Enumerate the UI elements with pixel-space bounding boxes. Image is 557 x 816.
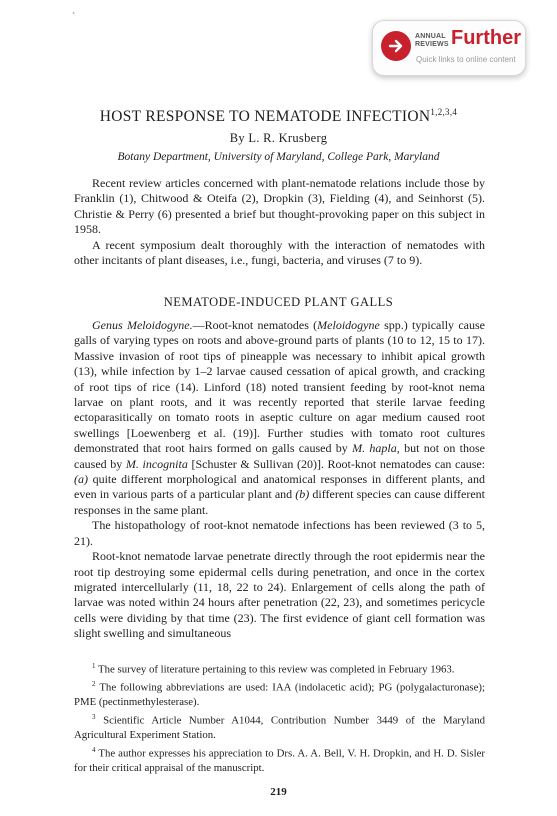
page-number: 219 <box>270 786 287 798</box>
footnote-mark: 3 <box>92 712 96 721</box>
annual-reviews-wordmark <box>415 33 449 49</box>
list-marker: (b) <box>295 487 310 502</box>
footnote-mark: 2 <box>92 680 96 689</box>
title-footnote-marks: 1,2,3,4 <box>430 107 458 117</box>
article-author: By L. R. Krusberg <box>229 131 328 145</box>
footnote <box>74 710 485 743</box>
footnotes <box>74 659 485 776</box>
article-title-text: HOST RESPONSE TO NEMATODE INFECTION <box>99 108 431 126</box>
section-paragraph-1 <box>74 318 485 518</box>
footnote <box>74 659 485 677</box>
section-paragraph-3: Root-knot nematode larvae penetrate directly through the root epidermis near the root tip destroying some epidermal cells during penetration, and once in the cortex migrated intercellularly (11, 18, 22 to 24). Enlargement of cells along the path of larvae was noted within 24 hours after penetration (22, 23), and sometimes pericycle cells were dividing by that time (23). The first evidence of giant cell formation was slight swelling and simultaneous <box>74 549 485 641</box>
species-name: M. hapla <box>352 441 397 456</box>
annual-reviews-logo-icon <box>381 31 411 61</box>
text-run: , but not on those caused by <box>74 441 486 471</box>
genus-name: Meloidogyne <box>317 318 380 332</box>
intro-paragraph-2: A recent symposium dealt thoroughly with the interaction of nematodes with other incitants of plant diseases, i.e., fungi, bacteria, and viruses (7 to 9). <box>74 237 485 268</box>
footnote-text: Scientific Article Number A1044, Contribution Number 3449 of the Maryland Agricultural Experiment Station. <box>74 714 485 742</box>
author-affiliation: Botany Department, University of Maryland, College Park, Maryland <box>117 151 440 163</box>
badge-line1: ANNUAL <box>415 33 446 40</box>
badge-title: Further <box>451 27 521 49</box>
footnote-text: The survey of literature pertaining to this review was completed in February 1963. <box>98 663 455 676</box>
section-heading: NEMATODE-INDUCED PLANT GALLS <box>163 295 394 309</box>
text-run: spp.) typically cause galls of varying types on roots and above-ground parts of plants (10 to 12, 15 to 17). Massive invasion of root tips of pineapple was necessary to inhibit apical growth (13), while infection by 1–2 larvae caused cessation of apical growth, and cracking of root tips of rice (14). Linford (18) noted transient feeding by root-knot nema larvae on plant roots, and it was recently reported that sterile larvae feeding ectoparasitically on tomato roots in aseptic culture on agar medium caused root swellings [Loewenberg et al. (19)]. Further studies with tomato root cultures demonstrated that root hairs formed on galls caused by <box>74 318 485 456</box>
footnote-text: The author expresses his appreciation to Drs. A. A. Bell, V. H. Dropkin, and H. D. Sisler for their critical appraisal of the manuscript. <box>74 747 485 774</box>
footnote <box>74 743 485 776</box>
list-marker: (a) <box>74 472 88 487</box>
further-badge[interactable] <box>372 20 526 76</box>
intro-section <box>74 176 485 268</box>
text-run: different species can cause different responses in the same plant. <box>74 487 485 517</box>
text-run: [Schuster & Sullivan (20)]. Root-knot nematodes can cause: <box>187 456 486 471</box>
section-body <box>74 318 485 642</box>
section-paragraph-2: The histopathology of root-knot nematode infections has been reviewed (3 to 5, 21). <box>74 518 485 548</box>
footnote-text: The following abbreviations are used: IAA (indolacetic acid); PG (polygalacturonase); PME (pectinmethylesterase). <box>74 681 485 709</box>
scan-speck: ` <box>72 12 76 23</box>
footnote-mark: 1 <box>92 662 96 670</box>
article-title <box>0 107 557 126</box>
run-in-heading: Genus Meloidogyne. <box>92 318 193 332</box>
text-run: —Root-knot nematodes ( <box>192 318 318 332</box>
arrow-icon <box>388 38 404 54</box>
text-run: quite different morphological and anatomical responses in different plants, and even in various parts of a particular plant and <box>74 472 485 502</box>
species-name: M. incognita <box>125 456 188 471</box>
badge-subtitle: Quick links to online content <box>416 55 516 64</box>
intro-paragraph-1: Recent review articles concerned with plant-nematode relations include those by Franklin (1), Chitwood & Oteifa (2), Dropkin (3), Fielding (4), and Seinhorst (5). Christie & Perry (6) presented a brief but thought-provoking paper on this subject in 1958. <box>74 176 485 237</box>
footnote-mark: 4 <box>92 745 96 754</box>
badge-line2: REVIEWS <box>415 41 449 48</box>
footnote <box>74 677 485 710</box>
